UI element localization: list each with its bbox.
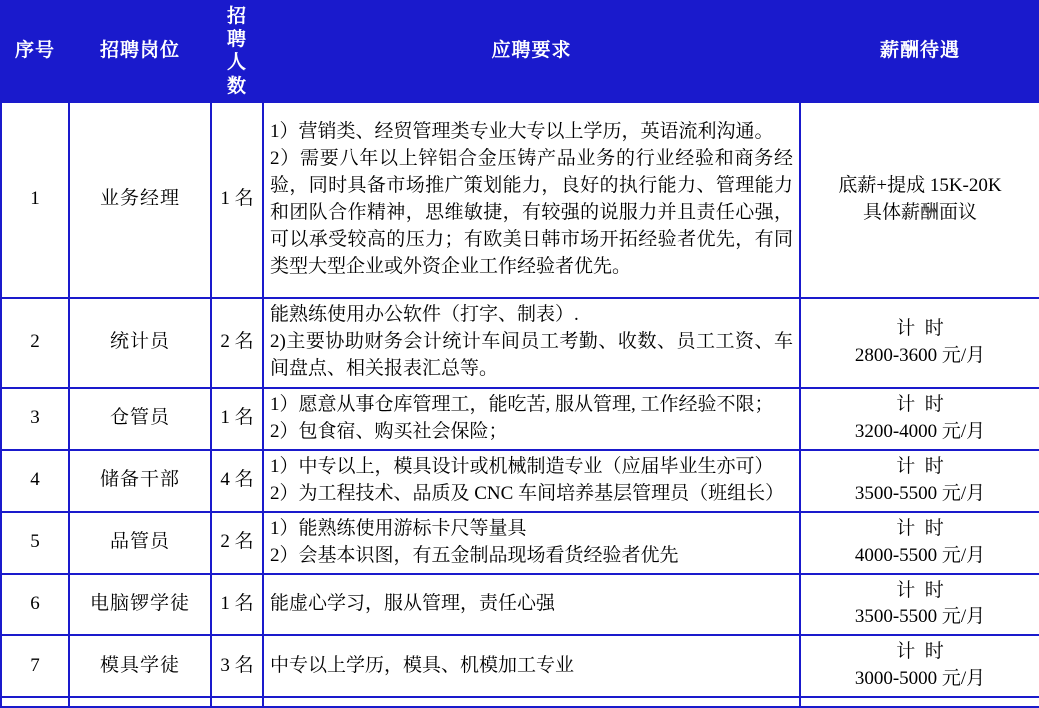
table-row (1, 388, 1039, 450)
table-header (1, 1, 1039, 102)
cell-requirements (263, 512, 800, 574)
cell-position: 业务经理 (69, 102, 211, 298)
requirement-line: 2)主要协助财务会计统计车间员工考勤、收数、员工工资、车间盘点、相关报表汇总等。 (270, 331, 793, 380)
requirement-line: 能熟练使用办公软件（打字、制表）. (270, 304, 579, 326)
salary-line: 计 时 (896, 455, 944, 477)
cell-requirements (263, 298, 800, 388)
salary-line: 计 时 (896, 579, 944, 601)
cell-seq: 4 (1, 450, 69, 512)
salary-line: 底薪+提成 15K-20K (838, 174, 1002, 196)
table-body (1, 102, 1039, 708)
cell-salary (800, 298, 1039, 388)
requirement-line: 中专以上学历，模具、机模加工专业 (270, 654, 575, 676)
cell-position: 品管员 (69, 512, 211, 574)
requirement-line: 1）中专以上，模具设计或机械制造专业（应届毕业生亦可） (270, 455, 774, 477)
cell-position (69, 697, 211, 707)
requirement-line: 2）包食宿、购买社会保险； (270, 420, 508, 442)
table-row (1, 574, 1039, 636)
salary-line: 计 时 (896, 317, 944, 339)
column-header-salary: 薪酬待遇 (800, 1, 1039, 102)
salary-line: 4000-5500 元/月 (854, 544, 986, 566)
cell-salary (800, 102, 1039, 298)
cell-position: 储备干部 (69, 450, 211, 512)
cell-salary (800, 450, 1039, 512)
requirement-line: 2）为工程技术、品质及 CNC 车间培养基层管理员（班组长） (270, 482, 785, 504)
cell-salary (800, 512, 1039, 574)
cell-salary (800, 697, 1039, 707)
salary-line: 3500-5500 元/月 (854, 482, 986, 504)
cell-seq: 7 (1, 635, 69, 697)
table-row (1, 450, 1039, 512)
salary-line: 3000-5000 元/月 (854, 668, 986, 690)
cell-position: 统计员 (69, 298, 211, 388)
cell-position: 电脑锣学徒 (69, 574, 211, 636)
table-row (1, 298, 1039, 388)
cell-salary (800, 388, 1039, 450)
column-header-seq: 序号 (1, 1, 69, 102)
cell-requirements (263, 574, 800, 636)
cell-headcount: 1 名 (211, 574, 263, 636)
table-row-partial (1, 697, 1039, 707)
requirement-line: 2）需要八年以上锌铝合金压铸产品业务的行业经验和商务经验，同时具备市场推广策划能力，良好的执行能力、管理能力和团队合作精神，思维敏捷，有较强的说服力并且责任心强，可以承受较高的压力；有欧美日韩市场开拓经验者优先，有同类型大型企业或外资企业工作经验者优先。 (270, 147, 793, 277)
salary-line: 计 时 (896, 641, 944, 663)
cell-seq: 2 (1, 298, 69, 388)
cell-salary (800, 635, 1039, 697)
cell-requirements (263, 388, 800, 450)
table-row (1, 102, 1039, 298)
cell-salary (800, 574, 1039, 636)
salary-line: 计 时 (896, 393, 944, 415)
salary-line: 3500-5500 元/月 (854, 606, 986, 628)
cell-position: 模具学徒 (69, 635, 211, 697)
column-header-position: 招聘岗位 (69, 1, 211, 102)
cell-requirements (263, 102, 800, 298)
requirement-line: 1）愿意从事仓库管理工，能吃苦, 服从管理, 工作经验不限； (270, 393, 774, 415)
requirement-line: 能虚心学习，服从管理，责任心强 (270, 592, 556, 614)
requirement-line: 2）会基本识图，有五金制品现场看货经验者优先 (270, 544, 679, 566)
cell-headcount: 1 名 (211, 102, 263, 298)
cell-seq: 1 (1, 102, 69, 298)
cell-headcount: 4 名 (211, 450, 263, 512)
cell-seq: 6 (1, 574, 69, 636)
table-row (1, 512, 1039, 574)
cell-headcount (211, 697, 263, 707)
cell-requirements (263, 450, 800, 512)
salary-line: 计 时 (896, 517, 944, 539)
cell-seq: 5 (1, 512, 69, 574)
salary-line: 3200-4000 元/月 (854, 420, 986, 442)
cell-position: 仓管员 (69, 388, 211, 450)
cell-headcount: 2 名 (211, 298, 263, 388)
column-header-headcount-line2: 人数 (226, 52, 247, 97)
cell-requirements (263, 635, 800, 697)
requirement-line: 1）能熟练使用游标卡尺等量具 (270, 517, 527, 539)
cell-headcount: 2 名 (211, 512, 263, 574)
requirement-line: 1）营销类、经贸管理类专业大专以上学历，英语流利沟通。 (270, 120, 774, 142)
cell-headcount: 3 名 (211, 635, 263, 697)
cell-requirements (263, 697, 800, 707)
salary-line: 具体薪酬面议 (862, 201, 977, 223)
cell-seq (1, 697, 69, 707)
table-header-row (1, 1, 1039, 102)
salary-line: 2800-3600 元/月 (854, 344, 986, 366)
column-header-headcount (211, 1, 263, 102)
table-row (1, 635, 1039, 697)
cell-seq: 3 (1, 388, 69, 450)
cell-headcount: 1 名 (211, 388, 263, 450)
column-header-requirements: 应聘要求 (263, 1, 800, 102)
column-header-headcount-line1: 招聘 (226, 6, 247, 51)
